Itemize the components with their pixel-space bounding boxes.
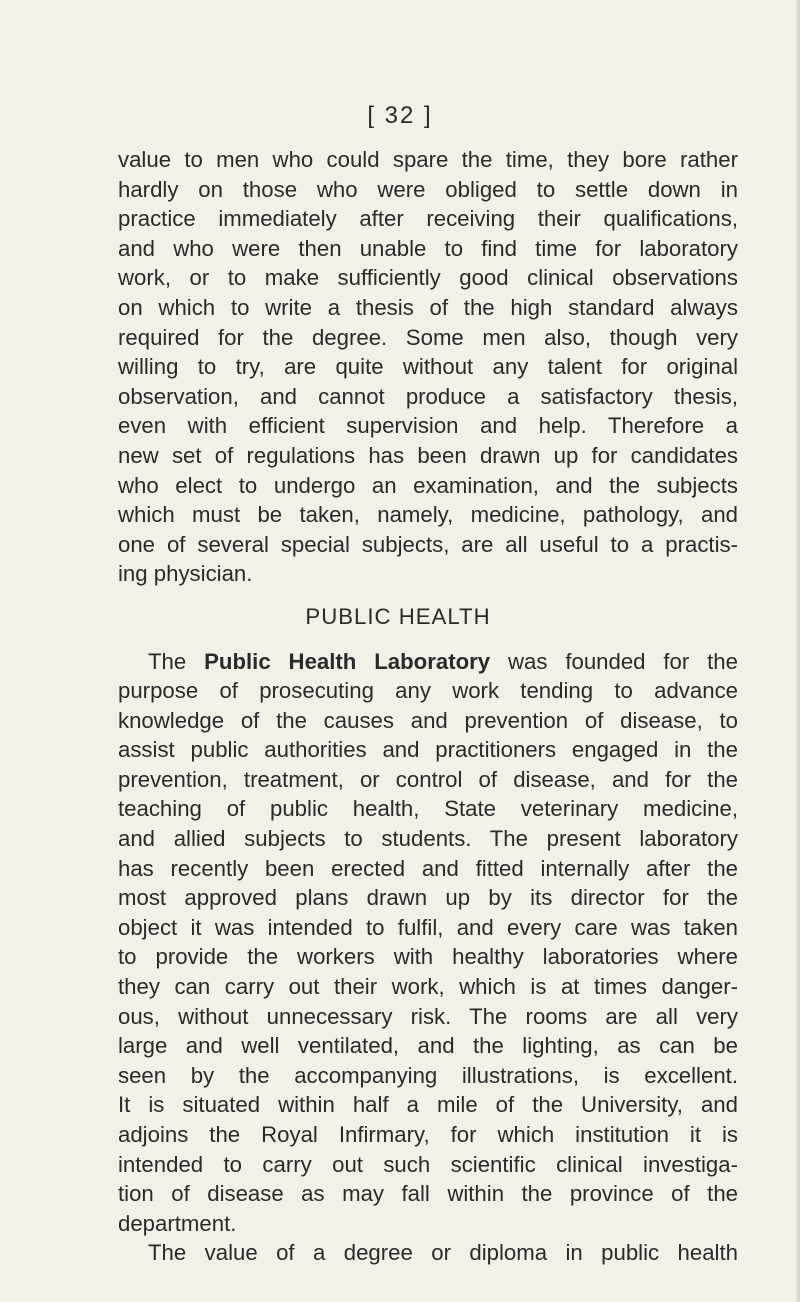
section-heading: PUBLIC HEALTH <box>305 603 491 629</box>
text-line: work, or to make sufficiently good clinical observations <box>118 265 738 291</box>
text-line: on which to write a thesis of the high standard always <box>118 294 738 320</box>
text-line: assist public authorities and practitioners engaged in the <box>118 737 738 763</box>
paragraph-1 <box>118 145 738 589</box>
text-line: one of several special subjects, are all useful to a practis- <box>118 531 738 557</box>
text-line: object it was intended to fulfil, and every care was taken <box>118 914 738 940</box>
text-line: who elect to undergo an examination, and the subjects <box>118 472 738 498</box>
text-line: tion of disease as may fall within the province of the <box>118 1181 738 1207</box>
text-line: and who were then unable to find time for laboratory <box>118 235 738 261</box>
text-line: adjoins the Royal Infirmary, for which institution it is <box>118 1122 738 1147</box>
text-line: ous, without unnecessary risk. The rooms are all very <box>118 1003 738 1029</box>
text-line: teaching of public health, State veterinary medicine, <box>118 796 738 822</box>
text-line: required for the degree. Some men also, though very <box>118 324 738 350</box>
text-run: The <box>148 648 205 674</box>
text-line: which must be taken, namely, medicine, pathology, and <box>118 502 738 528</box>
text-line: most approved plans drawn up by its director for the <box>118 885 738 911</box>
text-line: observation, and cannot produce a satisfactory thesis, <box>118 383 738 409</box>
text-line: purpose of prosecuting any work tending to advance <box>118 678 738 704</box>
page-body <box>118 145 738 1268</box>
text-line: large and well ventilated, and the lighting, as can be <box>118 1033 738 1059</box>
text-line: intended to carry out such scientific clinical investiga- <box>118 1151 738 1177</box>
text-line: willing to try, are quite without any talent for original <box>118 354 738 380</box>
text-line: prevention, treatment, or control of disease, and for the <box>118 766 738 792</box>
text-line: has recently been erected and fitted internally after the <box>118 855 738 881</box>
paragraph-2 <box>118 647 738 1239</box>
text-line: they can carry out their work, which is at times danger- <box>118 974 738 1000</box>
text-line: The value of a degree or diploma in public health <box>148 1240 738 1266</box>
paragraph-3 <box>118 1238 738 1268</box>
page-edge-shadow <box>796 0 800 1302</box>
text-line: department. <box>118 1210 237 1236</box>
page-number: [ 32 ] <box>367 102 433 129</box>
text-line: value to men who could spare the time, they bore rather <box>118 147 738 172</box>
text-line: even with efficient supervision and help. Therefore a <box>118 413 738 439</box>
text-line: It is situated within half a mile of the University, and <box>118 1092 738 1118</box>
text-line: knowledge of the causes and prevention of disease, to <box>118 707 738 733</box>
text-line: ing physician. <box>118 561 253 587</box>
bold-term: Public Health Laboratory <box>204 648 491 674</box>
text-line: seen by the accompanying illustrations, is excellent. <box>118 1062 738 1088</box>
text-line: practice immediately after receiving their qualifications, <box>118 206 738 232</box>
text-line: to provide the workers with healthy laboratories where <box>118 944 738 970</box>
text-line <box>118 647 738 677</box>
text-line: new set of regulations has been drawn up for candidates <box>118 442 738 468</box>
text-line: and allied subjects to students. The present laboratory <box>118 826 738 852</box>
text-run: was founded for the <box>490 648 738 674</box>
text-line: hardly on those who were obliged to settle down in <box>118 176 738 202</box>
